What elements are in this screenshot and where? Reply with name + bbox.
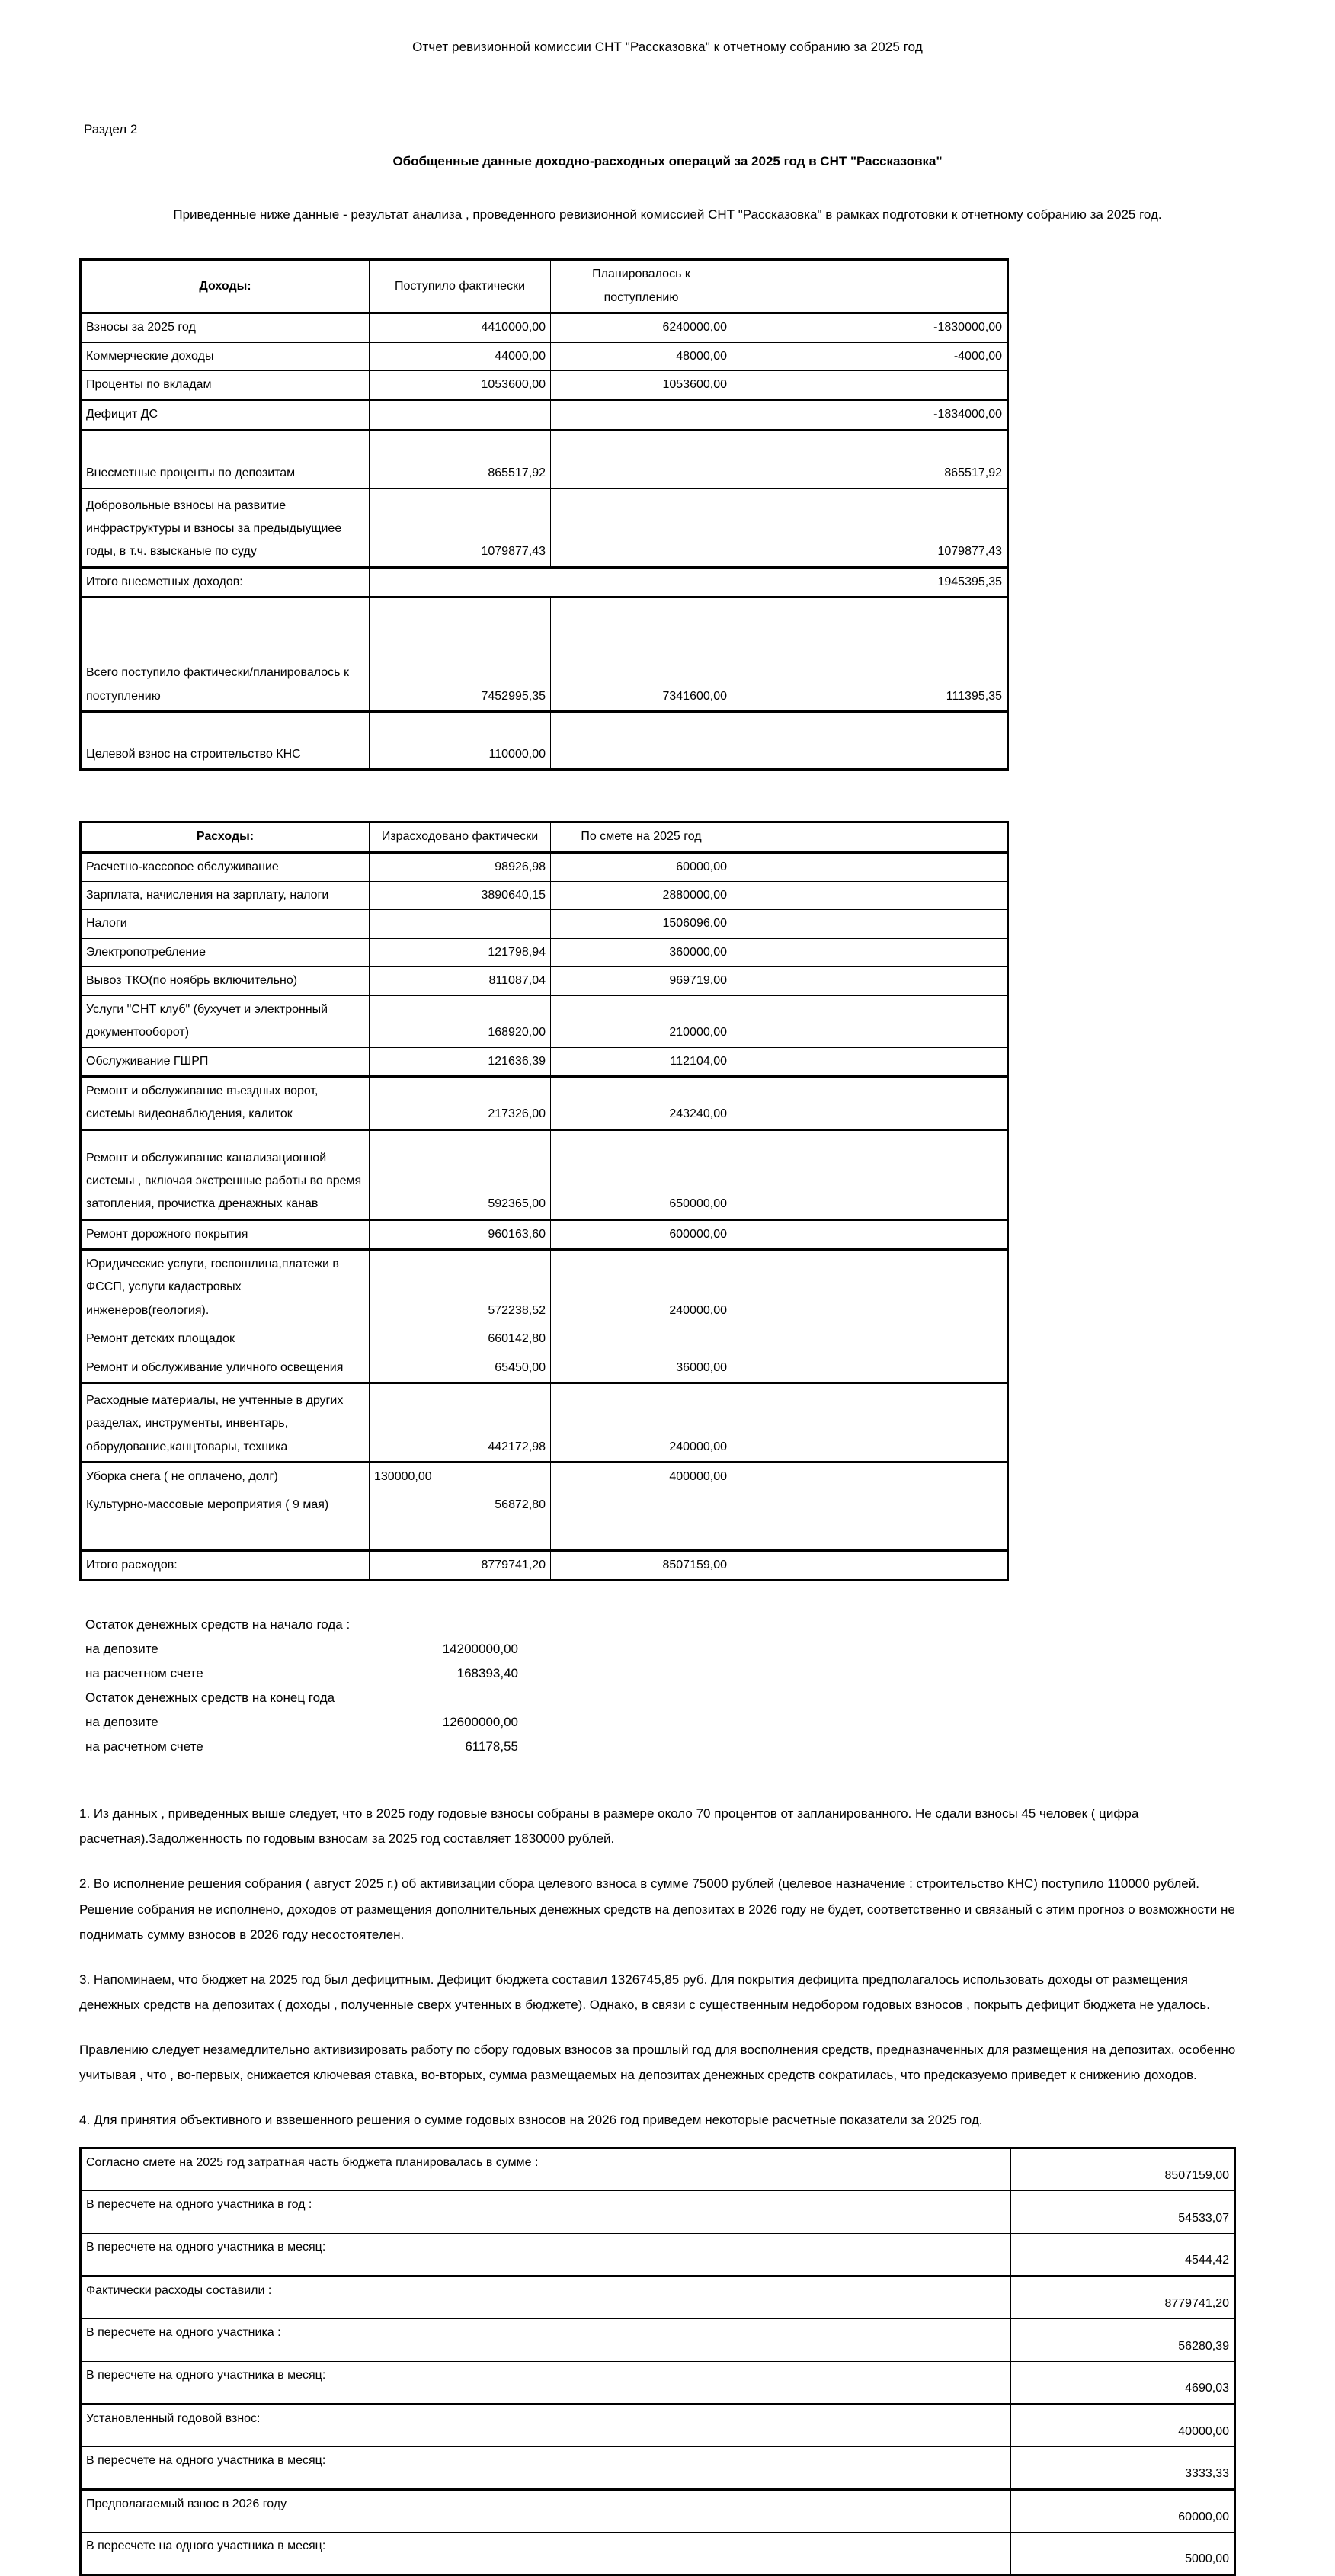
indicator-label: В пересчете на одного участника в год : (81, 2190, 1011, 2233)
table-row (81, 1383, 1008, 1463)
row-diff: 111395,35 (732, 598, 1008, 712)
income-header-diff (732, 260, 1008, 313)
row-label: Налоги (81, 910, 370, 938)
row-label: Ремонт и обслуживание уличного освещения (81, 1354, 370, 1383)
row-diff (732, 1076, 1008, 1129)
row-diff (732, 1354, 1008, 1383)
row-diff (732, 712, 1008, 770)
balance-end-account-value: 61178,55 (465, 1739, 518, 1754)
balance-end-account-row (85, 1734, 1335, 1758)
expense-table-header-row (81, 822, 1008, 852)
indicator-row (81, 2532, 1235, 2574)
row-total-value: 1945395,35 (370, 567, 1008, 597)
row-diff: 1079877,43 (732, 488, 1008, 567)
section-title: Обобщенные данные доходно-расходных операций за 2025 год в СНТ "Рассказовка" (392, 154, 943, 168)
balance-start-account-row (85, 1661, 1335, 1685)
table-row (81, 400, 1008, 430)
row-actual: 121798,94 (370, 938, 551, 966)
row-diff (732, 1047, 1008, 1076)
row-actual: 56872,80 (370, 1491, 551, 1520)
balance-start-deposit-label: на депозите (85, 1642, 158, 1657)
income-header-actual: Поступило фактически (370, 260, 551, 313)
indicator-label: В пересчете на одного участника в месяц: (81, 2361, 1011, 2404)
row-actual: 865517,92 (370, 430, 551, 488)
table-row (81, 881, 1008, 909)
indicator-value: 56280,39 (1011, 2318, 1235, 2361)
balance-start-deposit-value: 14200000,00 (442, 1642, 518, 1657)
balance-end-title-row (85, 1685, 1335, 1709)
row-actual: 1079877,43 (370, 488, 551, 567)
indicator-row (81, 2233, 1235, 2276)
indicators-table (79, 2147, 1236, 2576)
row-planned (551, 1520, 732, 1550)
row-planned: 240000,00 (551, 1250, 732, 1325)
indicator-row (81, 2361, 1235, 2404)
row-label: Ремонт дорожного покрытия (81, 1219, 370, 1249)
row-diff (732, 881, 1008, 909)
expense-table (79, 821, 1009, 1581)
balance-end-deposit-value: 12600000,00 (442, 1715, 518, 1730)
row-actual (370, 910, 551, 938)
indicator-value: 40000,00 (1011, 2404, 1235, 2446)
row-planned: 7341600,00 (551, 598, 732, 712)
row-actual: 4410000,00 (370, 313, 551, 342)
indicator-row (81, 2446, 1235, 2489)
row-actual: 110000,00 (370, 712, 551, 770)
table-row (81, 488, 1008, 567)
row-label: Электропотребление (81, 938, 370, 966)
section-label: Раздел 2 (84, 122, 138, 136)
row-actual: 960163,60 (370, 1219, 551, 1249)
indicator-value: 8779741,20 (1011, 2276, 1235, 2318)
indicator-row (81, 2190, 1235, 2233)
row-actual: 660142,80 (370, 1325, 551, 1354)
row-label: Целевой взнос на строительство КНС (81, 712, 370, 770)
balance-end-account-label: на расчетном счете (85, 1739, 203, 1754)
table-row (81, 1550, 1008, 1580)
row-diff (732, 1520, 1008, 1550)
table-row (81, 371, 1008, 400)
balance-end-title: Остаток денежных средств на конец года (85, 1690, 335, 1706)
row-planned: 1053600,00 (551, 371, 732, 400)
row-label: Внесметные проценты по депозитам (81, 430, 370, 488)
row-label: Расходные материалы, не учтенные в других разделах, инструменты, инвентарь, оборудование,канцтовары, техника (81, 1383, 370, 1463)
row-actual: 8779741,20 (370, 1550, 551, 1580)
row-diff (732, 938, 1008, 966)
indicator-value: 3333,33 (1011, 2446, 1235, 2489)
row-diff (732, 910, 1008, 938)
row-label: Ремонт и обслуживание канализационной системы , включая экстренные работы во время затопления, прочистка дренажных канав (81, 1129, 370, 1219)
row-label: Вывоз ТКО(по ноябрь включительно) (81, 967, 370, 995)
row-label: Итого внесметных доходов: (81, 567, 370, 597)
note-3: 3. Напоминаем, что бюджет на 2025 год был дефицитным. Дефицит бюджета составил 1326745,85 руб. Для покрытия дефицита предполагалось использовать доходы от размещения денежных средств на депозитах ( доходы , полученные сверх учтенных в бюджете). Однако, в связи с существенным недобором годовых взносов , покрыть дефицит бюджета не удалось. (79, 1972, 1210, 2013)
row-actual: 121636,39 (370, 1047, 551, 1076)
note-1: 1. Из данных , приведенных выше следует, что в 2025 году годовые взносы собраны в размере около 70 процентов от запланированного. Не сдали взносы 45 человек ( цифра расчетная).Задолженность по годовым взносам за 2025 год составляет 1830000 рублей. (79, 1806, 1139, 1847)
indicator-label: В пересчете на одного участника в месяц: (81, 2446, 1011, 2489)
indicator-value: 4690,03 (1011, 2361, 1235, 2404)
balance-start-account-value: 168393,40 (456, 1666, 518, 1681)
table-row (81, 1325, 1008, 1354)
row-diff (732, 1550, 1008, 1580)
row-planned (551, 712, 732, 770)
balance-end-deposit-row (85, 1709, 1335, 1734)
document-title: Отчет ревизионной комиссии СНТ "Рассказовка" к отчетному собранию за 2025 год (412, 40, 923, 54)
indicator-label: Фактически расходы составили : (81, 2276, 1011, 2318)
row-diff (732, 995, 1008, 1047)
note-5: 4. Для принятия объективного и взвешенного решения о сумме годовых взносов на 2026 год приведем некоторые расчетные показатели за 2025 год. (79, 2113, 983, 2128)
row-label: Уборка снега ( не оплачено, долг) (81, 1463, 370, 1491)
row-actual (370, 1520, 551, 1550)
row-actual: 1053600,00 (370, 371, 551, 400)
row-planned: 36000,00 (551, 1354, 732, 1383)
table-row (81, 313, 1008, 342)
income-header-label: Доходы: (81, 260, 370, 313)
expense-header-diff (732, 822, 1008, 852)
row-planned: 2880000,00 (551, 881, 732, 909)
row-diff (732, 1491, 1008, 1520)
row-diff (732, 1383, 1008, 1463)
note-2: 2. Во исполнение решения собрания ( август 2025 г.) об активизации сбора целевого взноса в сумме 75000 рублей (целевое назначение : строительство КНС) поступило 110000 рублей. Решение собрания не исполнено, доходов от размещения дополнительных денежных средств на депозитах в 2026 году не будет, соответственно и связаный с этим прогноз о возможности не поднимать сумму взносов в 2026 году несостоятелен. (79, 1876, 1235, 1942)
row-actual: 98926,98 (370, 852, 551, 881)
row-planned: 112104,00 (551, 1047, 732, 1076)
row-actual: 65450,00 (370, 1354, 551, 1383)
balance-start-title: Остаток денежных средств на начало года : (85, 1617, 351, 1632)
income-table-header-row (81, 260, 1008, 313)
row-label: Ремонт детских площадок (81, 1325, 370, 1354)
row-planned (551, 1491, 732, 1520)
row-planned: 360000,00 (551, 938, 732, 966)
note-4: Правлению следует незамедлительно активизировать работу по сбору годовых взносов за прошлый год для восполнения средств, предназначенных для размещения на депозитах. особенно учитывая , что , во-первых, снижается ключевая ставка, во-вторых, сумма размещаемых на депозитах денежных средств сократилась, что предсказуемо приведет к снижению доходов. (79, 2043, 1236, 2083)
row-diff: 865517,92 (732, 430, 1008, 488)
row-label: Итого расходов: (81, 1550, 370, 1580)
row-planned: 600000,00 (551, 1219, 732, 1249)
expense-header-planned: По смете на 2025 год (551, 822, 732, 852)
row-planned: 400000,00 (551, 1463, 732, 1491)
indicator-row (81, 2404, 1235, 2446)
table-row (81, 1520, 1008, 1550)
row-planned: 240000,00 (551, 1383, 732, 1463)
table-row (81, 430, 1008, 488)
row-diff (732, 1463, 1008, 1491)
indicator-row (81, 2318, 1235, 2361)
row-planned: 1506096,00 (551, 910, 732, 938)
table-row (81, 1491, 1008, 1520)
row-label: Зарплата, начисления на зарплату, налоги (81, 881, 370, 909)
row-label: Услуги "СНТ клуб" (бухучет и электронный документооборот) (81, 995, 370, 1047)
row-actual: 572238,52 (370, 1250, 551, 1325)
income-header-planned: Планировалось к поступлению (551, 260, 732, 313)
row-planned: 48000,00 (551, 342, 732, 370)
balance-start-title-row (85, 1612, 1335, 1636)
row-diff (732, 852, 1008, 881)
row-label: Взносы за 2025 год (81, 313, 370, 342)
indicator-value: 60000,00 (1011, 2489, 1235, 2532)
row-planned (551, 400, 732, 430)
row-planned: 650000,00 (551, 1129, 732, 1219)
row-label: Дефицит ДС (81, 400, 370, 430)
row-actual: 3890640,15 (370, 881, 551, 909)
notes-block (79, 1801, 1251, 2132)
indicator-value: 54533,07 (1011, 2190, 1235, 2233)
table-row (81, 1076, 1008, 1129)
row-actual: 442172,98 (370, 1383, 551, 1463)
row-label: Проценты по вкладам (81, 371, 370, 400)
indicator-row (81, 2276, 1235, 2318)
indicator-value: 8507159,00 (1011, 2148, 1235, 2190)
row-label: Юридические услуги, госпошлина,платежи в ФССП, услуги кадастровых инженеров(геология). (81, 1250, 370, 1325)
indicator-label: В пересчете на одного участника в месяц: (81, 2532, 1011, 2574)
table-row (81, 1463, 1008, 1491)
balance-start-account-label: на расчетном счете (85, 1666, 203, 1681)
cash-balances-block (85, 1612, 1335, 1758)
row-planned: 6240000,00 (551, 313, 732, 342)
indicator-row (81, 2489, 1235, 2532)
row-diff (732, 1250, 1008, 1325)
row-label: Всего поступило фактически/планировалось к поступлению (81, 598, 370, 712)
balance-start-deposit-row (85, 1636, 1335, 1661)
row-diff: -4000,00 (732, 342, 1008, 370)
indicator-label: Согласно смете на 2025 год затратная часть бюджета планировалась в сумме : (81, 2148, 1011, 2190)
row-planned: 210000,00 (551, 995, 732, 1047)
row-label: Расчетно-кассовое обслуживание (81, 852, 370, 881)
row-actual: 592365,00 (370, 1129, 551, 1219)
table-row (81, 995, 1008, 1047)
row-planned (551, 1325, 732, 1354)
row-actual: 44000,00 (370, 342, 551, 370)
row-diff (732, 371, 1008, 400)
table-row (81, 967, 1008, 995)
row-planned (551, 430, 732, 488)
expense-header-label: Расходы: (81, 822, 370, 852)
table-row (81, 1129, 1008, 1219)
row-label (81, 1520, 370, 1550)
table-row (81, 910, 1008, 938)
row-label: Культурно-массовые мероприятия ( 9 мая) (81, 1491, 370, 1520)
table-row (81, 938, 1008, 966)
table-row (81, 598, 1008, 712)
row-label: Ремонт и обслуживание въездных ворот, системы видеонаблюдения, калиток (81, 1076, 370, 1129)
indicator-label: Предполагаемый взнос в 2026 году (81, 2489, 1011, 2532)
row-planned (551, 488, 732, 567)
table-row (81, 852, 1008, 881)
row-actual: 168920,00 (370, 995, 551, 1047)
table-row (81, 1250, 1008, 1325)
row-planned: 243240,00 (551, 1076, 732, 1129)
row-diff (732, 1129, 1008, 1219)
row-diff (732, 1325, 1008, 1354)
row-actual: 811087,04 (370, 967, 551, 995)
indicator-value: 4544,42 (1011, 2233, 1235, 2276)
row-planned: 60000,00 (551, 852, 732, 881)
row-diff: -1834000,00 (732, 400, 1008, 430)
indicator-label: Установленный годовой взнос: (81, 2404, 1011, 2446)
indicator-value: 5000,00 (1011, 2532, 1235, 2574)
table-row (81, 342, 1008, 370)
row-planned: 969719,00 (551, 967, 732, 995)
intro-paragraph: Приведенные ниже данные - результат анализа , проведенного ревизионной комиссией СНТ "Рассказовка" в рамках подготовки к отчетному собранию за 2025 год. (173, 207, 1162, 222)
income-table (79, 258, 1009, 771)
row-label: Коммерческие доходы (81, 342, 370, 370)
table-row (81, 1047, 1008, 1076)
row-label: Добровольные взносы на развитие инфраструктуры и взносы за предыдыущиее годы, в т.ч. взысканые по суду (81, 488, 370, 567)
indicator-label: В пересчете на одного участника в месяц: (81, 2233, 1011, 2276)
row-actual: 217326,00 (370, 1076, 551, 1129)
indicator-label: В пересчете на одного участника : (81, 2318, 1011, 2361)
table-row (81, 567, 1008, 597)
row-planned: 8507159,00 (551, 1550, 732, 1580)
balance-end-deposit-label: на депозите (85, 1715, 158, 1730)
indicator-row (81, 2148, 1235, 2190)
row-diff (732, 967, 1008, 995)
expense-header-actual: Израсходовано фактически (370, 822, 551, 852)
row-actual: 130000,00 (370, 1463, 551, 1491)
row-diff (732, 1219, 1008, 1249)
table-row (81, 1219, 1008, 1249)
table-row (81, 1354, 1008, 1383)
row-actual: 7452995,35 (370, 598, 551, 712)
row-actual (370, 400, 551, 430)
table-row (81, 712, 1008, 770)
row-label: Обслуживание ГШРП (81, 1047, 370, 1076)
row-diff: -1830000,00 (732, 313, 1008, 342)
